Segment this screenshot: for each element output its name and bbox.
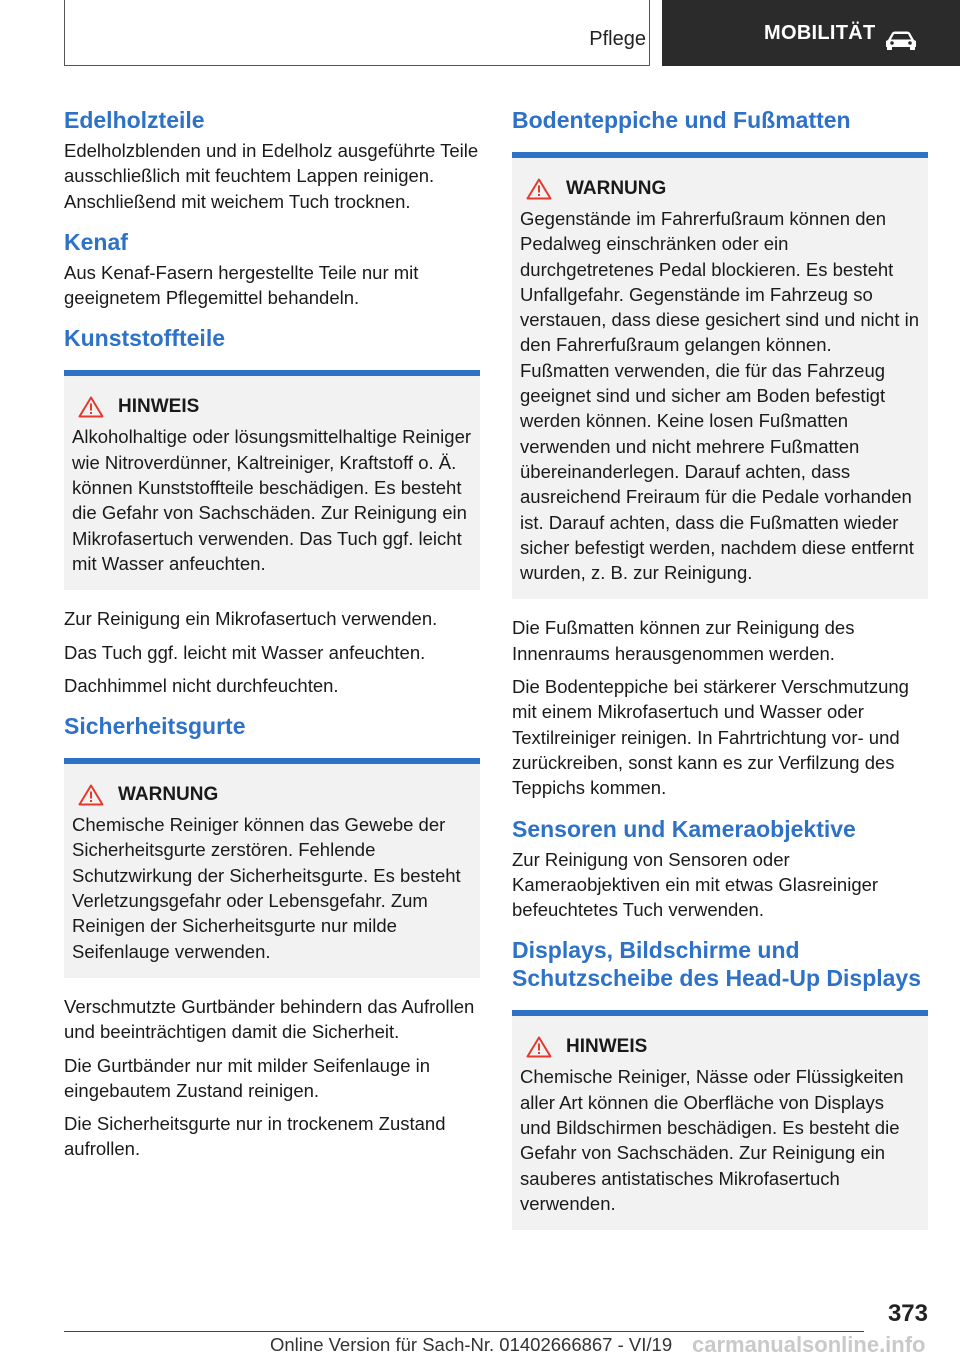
- notice-header: [72, 784, 472, 806]
- notice-box-teppiche: [512, 152, 928, 599]
- paragraph-kunststoff-2: Das Tuch ggf. leicht mit Wasser anfeuchten.: [64, 641, 426, 663]
- section-title-gurte: Sicherheitsgurte: [64, 713, 246, 740]
- chapter-tab[interactable]: [662, 0, 960, 66]
- paragraph-edelholz: Edelholzblenden und in Edelholz ausgeführte Teile ausschließlich mit feuchtem Lappen reinigen. Anschließend mit weichem Tuch trocknen.: [64, 140, 479, 212]
- notice-box-gurte: [64, 758, 480, 978]
- header-section-title: Pflege: [589, 28, 646, 50]
- notice-label: HINWEIS: [118, 396, 200, 418]
- notice-box-kunststoff: [64, 370, 480, 590]
- section-title-displays: Displays, Bildschirme und Schutzscheibe des Head-Up Displays: [512, 937, 922, 992]
- paragraph-gurte-3: Die Sicherheitsgurte nur in trockenem Zustand aufrollen.: [64, 1113, 446, 1160]
- paragraph-gurte-2: Die Gurtbänder nur mit milder Seifenlauge in eingebautem Zustand reinigen.: [64, 1054, 431, 1101]
- watermark: carmanualsonline.info: [692, 1332, 926, 1357]
- notice-header: [520, 178, 920, 200]
- section-title-edelholz: Edelholzteile: [64, 107, 205, 133]
- paragraph-teppiche-2: Die Bodenteppiche bei stärkerer Verschmutzung mit einem Mikrofasertuch und Wasser oder Textilreiniger reinigen. In Fahrtrichtung vor- und zurückreiben, sonst kann es zur Verfilzung des Teppichs kommen.: [512, 676, 909, 799]
- paragraph-kunststoff-1: Zur Reinigung ein Mikrofasertuch verwenden.: [64, 608, 438, 630]
- notice-text: Gegenstände im Fahrerfußraum können den Pedalweg einschränken oder ein durchgetretenes Pedal blockieren. Es besteht Unfallgefahr. Gegenstände im Fahrzeug so verstauen, dass diese gesichert sind und nicht in den Fahrerfußraum gelangen können. Fußmatten verwenden, die für das Fahrzeug geeignet sind und sicher am Boden befestigt werden können. Keine losen Fußmatten verwenden und nicht mehrere Fußmatten übereinanderlegen. Darauf achten, dass ausreichend Freiraum für die Pedale vorhanden ist. Darauf achten, dass die Fußmatten wieder sicher befestigt werden, nachdem diese entfernt wurden, z. B. zur Reinigung.: [520, 208, 920, 584]
- notice-box-displays: [512, 1010, 928, 1230]
- paragraph-kunststoff-3: Dachhimmel nicht durchfeuchten.: [64, 674, 339, 696]
- notice-label: HINWEIS: [566, 1036, 648, 1058]
- notice-text: Chemische Reiniger, Nässe oder Flüssigkeiten aller Art können die Oberfläche von Displays und Bildschirmen beschädigen. Es besteht die Gefahr von Sachschäden. Zur Reinigung ein sauberes antistatisches Mikrofasertuch verwenden.: [520, 1066, 904, 1214]
- left-column: [64, 100, 480, 1170]
- chapter-tab-label: MOBILITÄT: [764, 21, 876, 44]
- footer-version-text: Online Version für Sach-Nr. 01402666867 - VI/19: [270, 1334, 673, 1355]
- section-title-kenaf: Kenaf: [64, 228, 128, 255]
- notice-label: WARNUNG: [118, 784, 219, 806]
- section-title-kunststoff: Kunststoffteile: [64, 325, 225, 352]
- warning-triangle-icon: [526, 178, 552, 200]
- paragraph-kenaf: Aus Kenaf-Fasern hergestellte Teile nur mit geeignetem Pflegemittel behandeln.: [64, 261, 419, 309]
- warning-triangle-icon: [78, 784, 104, 806]
- paragraph-teppiche-1: Die Fußmatten können zur Reinigung des Innenraums herausgenommen werden.: [512, 617, 855, 664]
- right-column: [512, 100, 928, 1246]
- notice-text: Chemische Reiniger können das Gewebe der Sicherheitsgurte zerstören. Fehlende Schutzwirkung der Sicherheitsgurte. Es besteht Verletzungsgefahr oder Lebensgefahr. Zum Reinigen der Sicherheitsgurte nur milde Seifenlauge verwenden.: [72, 814, 461, 962]
- warning-triangle-icon: [78, 396, 104, 418]
- notice-text: Alkoholhaltige oder lösungsmittelhaltige Reiniger wie Nitroverdünner, Kaltreiniger, Kraftstoff o. Ä. können Kunststoffteile beschädigen. Es besteht die Gefahr von Sachschäden. Zur Reinigung ein Mikrofasertuch verwenden. Das Tuch ggf. leicht mit Wasser anfeuchten.: [72, 426, 472, 574]
- notice-label: WARNUNG: [566, 178, 667, 199]
- notice-header: [520, 1036, 920, 1058]
- paragraph-sensoren: Zur Reinigung von Sensoren oder Kameraobjektiven ein mit etwas Glasreiniger befeuchtetes Tuch verwenden.: [512, 848, 879, 921]
- section-title-teppiche: Bodenteppiche und Fußmatten: [512, 107, 851, 133]
- header-frame: [64, 0, 650, 66]
- notice-header: [72, 396, 472, 418]
- page-number: 373: [887, 1300, 928, 1327]
- paragraph-gurte-1: Verschmutzte Gurtbänder behindern das Aufrollen und beeinträchtigen damit die Sicherheit.: [64, 995, 475, 1043]
- section-title-sensoren: Sensoren und Kameraobjektive: [512, 815, 856, 842]
- warning-triangle-icon: [526, 1036, 552, 1058]
- car-icon: [884, 30, 918, 50]
